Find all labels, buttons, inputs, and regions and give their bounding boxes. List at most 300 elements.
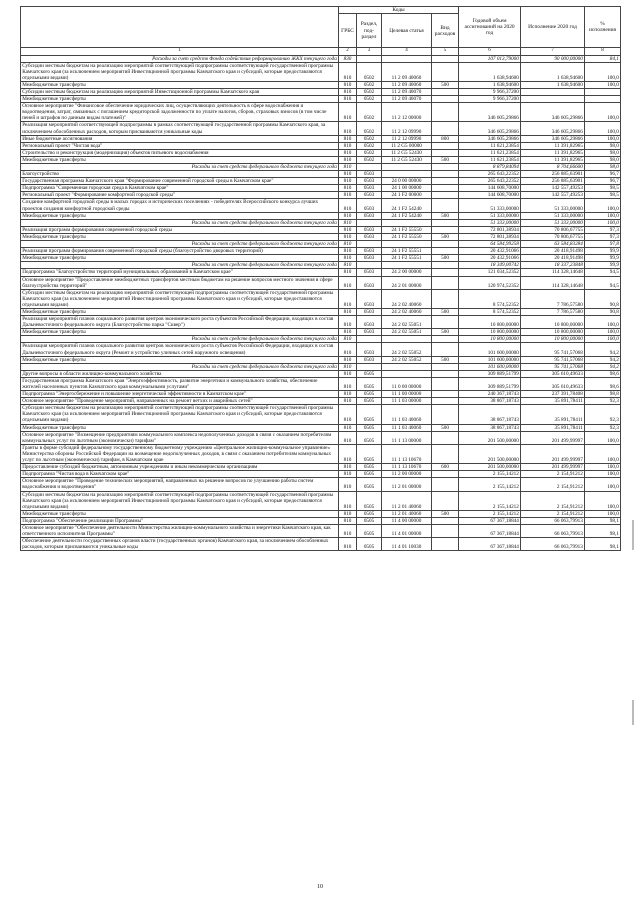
cell-plan: 144 608,70000 <box>459 192 521 199</box>
cell-sec <box>357 219 382 226</box>
cell-pct: 98,8 <box>585 391 621 398</box>
cell-pct: 100,0 <box>585 199 621 212</box>
cell-tgt: 24 2 02 55051 <box>382 329 432 336</box>
header-codes: Коды <box>339 7 459 14</box>
cell-pct: 97,8 <box>585 241 621 248</box>
cell-sec: 0503 <box>357 269 382 276</box>
cell-sec: 0503 <box>357 212 382 219</box>
cell-vr <box>432 363 459 370</box>
cell-vr <box>432 377 459 390</box>
cell-exec: 66 063,79913 <box>521 517 585 524</box>
cell-grbs: 810 <box>339 62 357 81</box>
funding-source-row <box>21 241 621 248</box>
cell-sec: 0505 <box>357 478 382 491</box>
cell-grbs: 810 <box>339 308 357 315</box>
cell-plan: 9 966,37200 <box>459 96 521 103</box>
cell-grbs: 810 <box>339 226 357 233</box>
cell-sec <box>357 363 382 370</box>
cell-grbs: 810 <box>339 248 357 255</box>
scan-edge-mark <box>632 700 634 725</box>
cell-grbs: 810 <box>339 96 357 103</box>
table-row <box>21 398 621 405</box>
table-row <box>21 444 621 463</box>
cell-tgt: 11 2 12 09990 <box>382 135 432 142</box>
cell-exec: 256 885,63901 <box>521 171 585 178</box>
scan-edge-mark <box>632 520 634 550</box>
cell-pct: 94,2 <box>585 363 621 370</box>
cell-grbs: 810 <box>339 363 357 370</box>
cell-name: Расходы за счет средств федерального бюджета текущего года <box>21 262 339 269</box>
cell-vr <box>432 431 459 444</box>
table-row <box>21 233 621 240</box>
cell-vr <box>432 517 459 524</box>
cell-sec: 0502 <box>357 88 382 95</box>
cell-plan: 10 800,00000 <box>459 316 521 329</box>
cell-name: Основное мероприятие "Предоставление межбюджетных трансфертов местным бюджетам на решение вопросов местного значения в сфере благоустройства территорий" <box>21 276 339 289</box>
cell-tgt: 11 2 01 00000 <box>382 478 432 491</box>
column-number: 3 <box>357 48 382 55</box>
cell-grbs: 810 <box>339 276 357 289</box>
table-row <box>21 178 621 185</box>
budget-execution-table <box>20 6 621 551</box>
cell-pct: 98,0 <box>585 149 621 156</box>
cell-pct: 100,0 <box>585 444 621 463</box>
cell-tgt: 24 2 02 40060 <box>382 308 432 315</box>
cell-vr <box>432 149 459 156</box>
table-row <box>21 122 621 135</box>
cell-vr <box>432 185 459 192</box>
cell-sec: 0503 <box>357 199 382 212</box>
cell-pct: 94,5 <box>585 276 621 289</box>
cell-grbs: 810 <box>339 241 357 248</box>
cell-plan: 120 974,52352 <box>459 276 521 289</box>
column-number: 1 <box>21 48 339 55</box>
cell-name: Межбюджетные трансферты <box>21 233 339 240</box>
cell-vr <box>432 142 459 149</box>
cell-sec: 0505 <box>357 405 382 424</box>
cell-pct: 100,0 <box>585 103 621 122</box>
cell-name: Другие вопросы в области жилищно-коммунального хозяйства <box>21 370 339 377</box>
cell-plan: 18 349,00742 <box>459 262 521 269</box>
cell-vr: 500 <box>432 212 459 219</box>
cell-exec <box>521 88 585 95</box>
cell-pct: 84,1 <box>585 55 621 62</box>
cell-sec: 0502 <box>357 81 382 88</box>
cell-plan: 67 367,18844 <box>459 538 521 551</box>
column-number: 5 <box>432 48 459 55</box>
column-number: 2 <box>339 48 357 55</box>
cell-vr <box>432 226 459 233</box>
cell-pct: 92,3 <box>585 398 621 405</box>
cell-tgt: 11 2 09 40070 <box>382 96 432 103</box>
cell-name: Государственная программа Камчатского края "Энергоэффективность, развитие энергетики и коммунального хозяйства, обеспечение жителей населенных пунктов Камчатского края коммунальными услугами" <box>21 377 339 390</box>
cell-tgt: 11 2 09 40060 <box>382 62 432 81</box>
cell-plan: 10 800,00000 <box>459 336 521 343</box>
table-row <box>21 431 621 444</box>
cell-plan: 101 600,00000 <box>459 343 521 356</box>
cell-sec: 0505 <box>357 538 382 551</box>
cell-exec: 8 704,66600 <box>521 164 585 171</box>
cell-grbs: 810 <box>339 255 357 262</box>
header-grbs: ГРБС <box>339 14 357 48</box>
cell-pct: 100,0 <box>585 329 621 336</box>
cell-sec: 0505 <box>357 391 382 398</box>
cell-grbs: 810 <box>339 269 357 276</box>
cell-name: Субсидии местным бюджетам на реализацию мероприятий соответствующей подпрограммы соответствующей государственной программы Камчатского края (за исключением мероприятий Инвестиционной программы Камчатского края и субсидий, которые предоставляются отдельными видами) <box>21 62 339 81</box>
cell-grbs: 810 <box>339 444 357 463</box>
cell-pct: 100,0 <box>585 62 621 81</box>
cell-tgt: 11 2 G5 00000 <box>382 142 432 149</box>
table-row <box>21 377 621 390</box>
cell-name: Межбюджетные трансферты <box>21 255 339 262</box>
cell-exec: 11 391,82965 <box>521 142 585 149</box>
cell-tgt: 11 1 13 10670 <box>382 444 432 463</box>
cell-sec <box>357 164 382 171</box>
table-row <box>21 464 621 471</box>
cell-plan: 72 801,38934 <box>459 226 521 233</box>
table-row <box>21 192 621 199</box>
cell-exec: 11 391,82965 <box>521 149 585 156</box>
cell-tgt: 11 4 01 00000 <box>382 524 432 537</box>
cell-sec: 0503 <box>357 356 382 363</box>
cell-plan: 101 600,00000 <box>459 363 521 370</box>
cell-plan: 64 584,99258 <box>459 241 521 248</box>
table-row <box>21 81 621 88</box>
cell-name: Расходы за счет средств федерального бюджета текущего года <box>21 219 339 226</box>
document-sheet <box>20 6 620 551</box>
cell-vr <box>432 199 459 212</box>
cell-grbs: 810 <box>339 431 357 444</box>
cell-exec: 142 557,49253 <box>521 185 585 192</box>
cell-name: Межбюджетные трансферты <box>21 308 339 315</box>
cell-pct: 98,0 <box>585 142 621 149</box>
cell-sec: 0505 <box>357 517 382 524</box>
cell-plan: 72 801,38934 <box>459 233 521 240</box>
cell-plan: 38 867,18743 <box>459 405 521 424</box>
cell-tgt <box>382 370 432 377</box>
funding-source-row <box>21 164 621 171</box>
cell-pct: 98,1 <box>585 524 621 537</box>
cell-tgt: 11 2 G5 52430 <box>382 149 432 156</box>
cell-plan: 346 605,29866 <box>459 122 521 135</box>
cell-vr: 500 <box>432 255 459 262</box>
table-row <box>21 226 621 233</box>
cell-grbs: 810 <box>339 135 357 142</box>
cell-plan: 67 367,18844 <box>459 517 521 524</box>
cell-sec: 0503 <box>357 185 382 192</box>
cell-plan: 2 155,14212 <box>459 510 521 517</box>
cell-pct <box>585 88 621 95</box>
cell-tgt: 24 1 00 00000 <box>382 185 432 192</box>
cell-sec: 0503 <box>357 171 382 178</box>
cell-exec: 66 063,79913 <box>521 524 585 537</box>
cell-grbs: 810 <box>339 185 357 192</box>
cell-vr <box>432 471 459 478</box>
table-row <box>21 171 621 178</box>
table-row <box>21 424 621 431</box>
cell-vr: 600 <box>432 464 459 471</box>
cell-grbs: 810 <box>339 356 357 363</box>
table-row <box>21 316 621 329</box>
cell-pct: 100,0 <box>585 336 621 343</box>
cell-exec: 201 499,99997 <box>521 431 585 444</box>
cell-pct: 94,2 <box>585 356 621 363</box>
cell-vr: 500 <box>432 424 459 431</box>
cell-sec: 0502 <box>357 156 382 163</box>
cell-pct: 100,0 <box>585 81 621 88</box>
table-row <box>21 517 621 524</box>
cell-plan: 201 500,00000 <box>459 444 521 463</box>
cell-name: Межбюджетные трансферты <box>21 424 339 431</box>
cell-plan: 2 155,14212 <box>459 478 521 491</box>
cell-exec: 51 333,00000 <box>521 219 585 226</box>
cell-name: Основное мероприятие "Проведение технических мероприятий, направленных на решение вопросов по улучшению работы систем водоснабжения и водоотведения" <box>21 478 339 491</box>
header-section: Раздел, под-раздел <box>357 14 382 48</box>
cell-plan: 121 034,52352 <box>459 269 521 276</box>
cell-pct: 98,5 <box>585 185 621 192</box>
cell-vr <box>432 289 459 308</box>
cell-name: Основное мероприятие "Проведение мероприятий, направленных на ремонт ветхих и аварийных сетей" <box>21 398 339 405</box>
cell-exec: 1 638,94600 <box>521 81 585 88</box>
cell-grbs: 810 <box>339 103 357 122</box>
cell-plan: 265 643,22352 <box>459 171 521 178</box>
cell-sec: 0505 <box>357 370 382 377</box>
cell-sec: 0503 <box>357 226 382 233</box>
cell-sec <box>357 336 382 343</box>
column-numbers-row <box>21 48 621 55</box>
cell-plan: 38 867,18743 <box>459 398 521 405</box>
cell-name: Межбюджетные трансферты <box>21 329 339 336</box>
cell-name: Основное мероприятие "Обеспечение деятельности Министерства жилищно-коммунального хозяйства и энергетики Камчатского края, как ответственного исполнителя Программы" <box>21 524 339 537</box>
cell-plan: 309 889,51799 <box>459 377 521 390</box>
cell-name: Расходы за счет средств федерального бюджета текущего года <box>21 363 339 370</box>
cell-sec <box>357 55 382 62</box>
cell-plan: 265 643,22352 <box>459 178 521 185</box>
cell-name: Обеспечение деятельности государственных органов власти (государственных органов) Камчатского края, за исключением обособленных расходов, которым присваиваются уникальные коды <box>21 538 339 551</box>
cell-exec: 70 806,67755 <box>521 226 585 233</box>
cell-vr: 500 <box>432 510 459 517</box>
cell-plan: 240 367,18743 <box>459 391 521 398</box>
cell-vr <box>432 405 459 424</box>
cell-tgt <box>382 219 432 226</box>
cell-tgt: 11 1 00 00000 <box>382 391 432 398</box>
cell-pct: 98,0 <box>585 156 621 163</box>
cell-plan: 107 013,79000 <box>459 55 521 62</box>
table-row <box>21 370 621 377</box>
cell-sec: 0503 <box>357 329 382 336</box>
cell-exec: 346 605,29866 <box>521 135 585 142</box>
cell-sec <box>357 241 382 248</box>
cell-tgt: 11 1 13 10670 <box>382 464 432 471</box>
cell-tgt <box>382 55 432 62</box>
cell-exec: 10 800,00000 <box>521 316 585 329</box>
cell-grbs: 810 <box>339 88 357 95</box>
table-row <box>21 343 621 356</box>
cell-name: Межбюджетные трансферты <box>21 96 339 103</box>
cell-sec: 0503 <box>357 255 382 262</box>
cell-vr <box>432 248 459 255</box>
cell-exec: 256 885,63901 <box>521 178 585 185</box>
cell-tgt: 24 2 02 55051 <box>382 316 432 329</box>
column-number: 4 <box>382 48 432 55</box>
cell-pct: 97,3 <box>585 226 621 233</box>
cell-pct: 99,9 <box>585 255 621 262</box>
cell-tgt: 24 2 02 55052 <box>382 343 432 356</box>
table-row <box>21 356 621 363</box>
cell-grbs: 810 <box>339 398 357 405</box>
cell-grbs: 810 <box>339 405 357 424</box>
cell-tgt: 11 1 13 00000 <box>382 431 432 444</box>
cell-plan: 101 600,00000 <box>459 356 521 363</box>
cell-tgt: 11 4 00 00000 <box>382 517 432 524</box>
cell-pct: 100,0 <box>585 316 621 329</box>
cell-tgt: 24 1 F2 54240 <box>382 199 432 212</box>
cell-tgt: 24 1 F2 55550 <box>382 226 432 233</box>
cell-vr <box>432 391 459 398</box>
cell-sec: 0505 <box>357 398 382 405</box>
cell-name: Основное мероприятие "Возмещение предприятиям коммунального комплекса недополученных доходов в связи с оказанием потребителям коммунальных услуг по льготным (экономически) тарифам" <box>21 431 339 444</box>
cell-name: Реализация мероприятий планов социального развития центров экономического роста субъектов Российской Федерации, входящих в состав Дальневосточного федерального округа (Благоустройство парка "Сквер") <box>21 316 339 329</box>
cell-tgt: 11 1 03 00000 <box>382 398 432 405</box>
cell-plan: 20 432,91066 <box>459 255 521 262</box>
cell-vr: 800 <box>432 135 459 142</box>
cell-tgt: 11 2 09 40070 <box>382 88 432 95</box>
cell-name: Субсидии местным бюджетам на реализацию мероприятий Инвестиционной программы Камчатского края <box>21 88 339 95</box>
cell-pct: 92,3 <box>585 424 621 431</box>
table-row <box>21 524 621 537</box>
cell-tgt: 11 2 12 09990 <box>382 122 432 135</box>
column-number: 7 <box>521 48 585 55</box>
cell-plan: 2 155,14212 <box>459 471 521 478</box>
cell-vr <box>432 491 459 510</box>
cell-tgt: 11 2 01 40060 <box>382 510 432 517</box>
cell-sec: 0503 <box>357 248 382 255</box>
cell-exec: 90 000,00000 <box>521 55 585 62</box>
cell-grbs: 830 <box>339 55 357 62</box>
cell-name: Благоустройство <box>21 171 339 178</box>
cell-pct: 90,8 <box>585 308 621 315</box>
cell-exec: 10 800,00000 <box>521 336 585 343</box>
table-row <box>21 289 621 308</box>
table-row <box>21 510 621 517</box>
cell-name: Расходы за счет средств федерального бюджета текущего года <box>21 336 339 343</box>
cell-vr <box>432 444 459 463</box>
cell-sec: 0502 <box>357 122 382 135</box>
cell-name: Субсидии местным бюджетам на реализацию мероприятий соответствующей подпрограммы соответствующей государственной программы Камчатского края (за исключением мероприятий Инвестиционной программы Камчатского края и субсидий, которые предоставляются отдельными видами) <box>21 289 339 308</box>
cell-grbs: 810 <box>339 491 357 510</box>
cell-exec: 95 741,57068 <box>521 343 585 356</box>
table-row <box>21 185 621 192</box>
cell-exec: 2 154,91212 <box>521 510 585 517</box>
cell-vr <box>432 164 459 171</box>
cell-pct: 99,9 <box>585 248 621 255</box>
funding-source-row <box>21 363 621 370</box>
cell-grbs: 810 <box>339 171 357 178</box>
cell-exec: 63 584,83284 <box>521 241 585 248</box>
cell-tgt: 11 2 01 40060 <box>382 491 432 510</box>
cell-exec: 114 328,14648 <box>521 276 585 289</box>
page-number: 10 <box>317 884 323 890</box>
cell-sec: 0505 <box>357 471 382 478</box>
cell-pct: 100,0 <box>585 491 621 510</box>
cell-tgt: 24 2 02 55052 <box>382 356 432 363</box>
cell-name: Подпрограмма "Обеспечение реализации Программы" <box>21 517 339 524</box>
cell-name: Строительство и реконструкция (модернизация) объектов питьевого водоснабжения <box>21 149 339 156</box>
cell-exec: 7 786,57580 <box>521 289 585 308</box>
cell-name: Региональный проект "Формирование комфортной городской среды" <box>21 192 339 199</box>
table-row <box>21 308 621 315</box>
cell-name: Подпрограмма "Современная городская среда в Камчатском крае" <box>21 185 339 192</box>
cell-exec: 10 800,00000 <box>521 329 585 336</box>
cell-tgt: 11 2 00 00000 <box>382 471 432 478</box>
cell-pct: 92,3 <box>585 405 621 424</box>
cell-vr <box>432 269 459 276</box>
cell-vr: 500 <box>432 308 459 315</box>
table-row <box>21 149 621 156</box>
cell-vr <box>432 219 459 226</box>
cell-exec: 20 418,91498 <box>521 255 585 262</box>
cell-grbs: 810 <box>339 517 357 524</box>
table-row <box>21 62 621 81</box>
cell-name: Основное мероприятие "Финансовое обеспечение юридических лиц, осуществляющих деятельность в сфере водоснабжения и водоотведения, затрат, связанных с погашением кредиторской задолженности по уплате налогов, сборов, страховых взносов (в том числе пеней и штрафов по данным видам платежей)" <box>21 103 339 122</box>
cell-sec: 0503 <box>357 343 382 356</box>
table-row <box>21 538 621 551</box>
cell-tgt: 11 1 03 40060 <box>382 405 432 424</box>
cell-pct: 96,7 <box>585 171 621 178</box>
cell-name: Подпрограмма "Энергосбережение и повышение энергетической эффективности в Камчатском крае" <box>21 391 339 398</box>
cell-sec <box>357 262 382 269</box>
table-row <box>21 88 621 95</box>
cell-tgt <box>382 171 432 178</box>
cell-vr <box>432 524 459 537</box>
cell-grbs: 810 <box>339 122 357 135</box>
cell-exec: 70 806,67755 <box>521 233 585 240</box>
cell-vr <box>432 55 459 62</box>
table-row <box>21 156 621 163</box>
cell-grbs: 810 <box>339 316 357 329</box>
table-row <box>21 471 621 478</box>
cell-sec: 0505 <box>357 491 382 510</box>
cell-plan: 346 605,29866 <box>459 103 521 122</box>
table-row <box>21 276 621 289</box>
cell-name: Предоставление субсидий бюджетным, автономным учреждениям и иным некоммерческим организациям <box>21 464 339 471</box>
cell-grbs: 810 <box>339 478 357 491</box>
cell-tgt: 24 1 F2 00000 <box>382 192 432 199</box>
cell-pct: 96,7 <box>585 178 621 185</box>
cell-exec: 51 333,00000 <box>521 199 585 212</box>
cell-grbs: 810 <box>339 192 357 199</box>
cell-vr <box>432 262 459 269</box>
cell-grbs: 810 <box>339 391 357 398</box>
cell-grbs: 810 <box>339 142 357 149</box>
cell-vr: 500 <box>432 156 459 163</box>
cell-grbs: 810 <box>339 156 357 163</box>
cell-plan: 1 638,94600 <box>459 81 521 88</box>
cell-grbs: 810 <box>339 377 357 390</box>
cell-pct <box>585 96 621 103</box>
cell-plan: 38 867,18743 <box>459 424 521 431</box>
cell-tgt: 11 0 00 00000 <box>382 377 432 390</box>
cell-name: Гранты в форме субсидий федеральному государственному бюджетному учреждению «Центральное жилищно-коммунальное управление» Министерства обороны Российской Федерации на возмещение недополученных доходов, в связи с оказанием потребителям коммунальных услуг по льготным (экономически) тарифам, в Камчатском крае <box>21 444 339 463</box>
cell-exec: 305 610,49633 <box>521 370 585 377</box>
cell-tgt <box>382 241 432 248</box>
cell-sec: 0505 <box>357 524 382 537</box>
cell-pct: 100,0 <box>585 122 621 135</box>
cell-grbs: 810 <box>339 510 357 517</box>
cell-exec: 35 891,78411 <box>521 398 585 405</box>
cell-sec: 0503 <box>357 316 382 329</box>
cell-grbs: 810 <box>339 164 357 171</box>
